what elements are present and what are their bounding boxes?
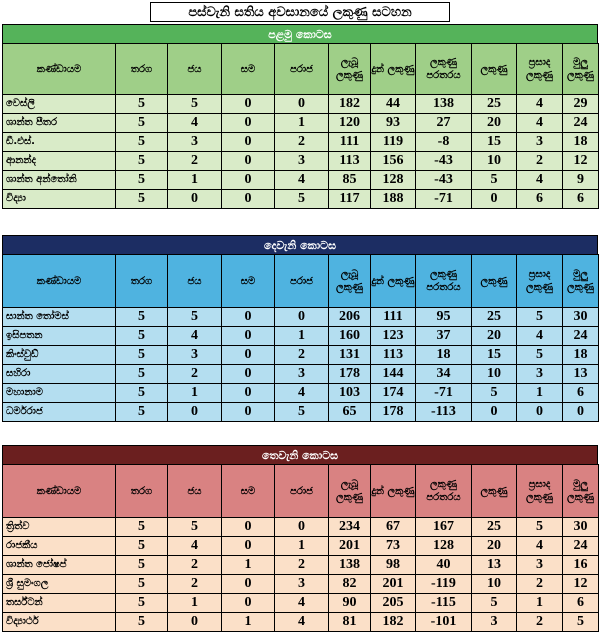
cell-team: කිංස්වුඩ් [3, 346, 116, 365]
cell-points: 20 [472, 327, 517, 346]
column-header-points-difference: ලකුණු පරතරය [416, 255, 472, 308]
cell-bonus-points: 5 [517, 346, 563, 365]
column-header-team: කණ්ඩායම [3, 465, 116, 518]
table-row [3, 613, 599, 632]
column-header-points-against: දුන් ලකුණු [371, 44, 416, 95]
cell-total-points: 9 [563, 171, 599, 190]
cell-bonus-points: 5 [517, 308, 563, 327]
cell-bonus-points: 2 [517, 613, 563, 632]
cell-points-difference: 34 [416, 365, 472, 384]
cell-wins: 1 [168, 171, 222, 190]
column-header-draws: සම [222, 465, 275, 518]
cell-total-points: 24 [563, 327, 599, 346]
cell-team: තර්ස්ටන් [3, 594, 116, 613]
cell-team: රාජකීය [3, 537, 116, 556]
cell-wins: 1 [168, 384, 222, 403]
cell-total-points: 0 [563, 403, 599, 422]
column-header-team: කණ්ඩායම [3, 44, 116, 95]
column-header-draws: සම [222, 255, 275, 308]
cell-wins: 5 [168, 308, 222, 327]
header-row [3, 465, 599, 518]
column-header-points-for: ලැබූ ලකුණු [329, 44, 371, 95]
cell-bonus-points: 4 [517, 327, 563, 346]
column-header-wins: ජය [168, 465, 222, 518]
cell-wins: 0 [168, 613, 222, 632]
column-header-points: ලකුණු [472, 255, 517, 308]
cell-team: ශාන්ත පීතර [3, 114, 116, 133]
table-row [3, 537, 599, 556]
cell-draws: 0 [222, 594, 275, 613]
group-title: පළමු කොටස [2, 24, 598, 43]
cell-losses: 3 [275, 365, 329, 384]
table-row [3, 327, 599, 346]
cell-points-against: 98 [371, 556, 416, 575]
cell-wins: 2 [168, 365, 222, 384]
cell-wins: 3 [168, 346, 222, 365]
cell-team: සහිරා [3, 365, 116, 384]
cell-matches: 5 [116, 327, 168, 346]
cell-points-for: 90 [329, 594, 371, 613]
column-header-points-against: දුන් ලකුණු [371, 465, 416, 518]
column-header-wins: ජය [168, 44, 222, 95]
cell-matches: 5 [116, 133, 168, 152]
cell-points: 3 [472, 613, 517, 632]
cell-draws: 1 [222, 556, 275, 575]
column-header-points: ලකුණු [472, 44, 517, 95]
cell-matches: 5 [116, 308, 168, 327]
column-header-points-against: දුන් ලකුණු [371, 255, 416, 308]
cell-points-for: 160 [329, 327, 371, 346]
cell-points-against: 178 [371, 403, 416, 422]
column-header-losses: පරාජ [275, 465, 329, 518]
cell-bonus-points: 4 [517, 114, 563, 133]
cell-losses: 0 [275, 95, 329, 114]
cell-matches: 5 [116, 114, 168, 133]
cell-points-difference: 40 [416, 556, 472, 575]
column-header-total-points: මුලු ලකුණු [563, 465, 599, 518]
table-row [3, 190, 599, 209]
cell-points-for: 65 [329, 403, 371, 422]
table-row [3, 346, 599, 365]
cell-draws: 0 [222, 365, 275, 384]
cell-wins: 1 [168, 594, 222, 613]
cell-bonus-points: 3 [517, 133, 563, 152]
column-header-points-difference: ලකුණු පරතරය [416, 44, 472, 95]
column-header-matches: තරග [116, 465, 168, 518]
cell-points-for: 206 [329, 308, 371, 327]
cell-bonus-points: 4 [517, 95, 563, 114]
cell-points-difference: -8 [416, 133, 472, 152]
cell-bonus-points: 1 [517, 384, 563, 403]
cell-points-difference: -119 [416, 575, 472, 594]
cell-points: 15 [472, 346, 517, 365]
cell-draws: 0 [222, 133, 275, 152]
cell-points: 13 [472, 556, 517, 575]
cell-points-difference: -71 [416, 190, 472, 209]
cell-team: ශාන්ත ජෝෂප් [3, 556, 116, 575]
cell-matches: 5 [116, 613, 168, 632]
column-header-draws: සම [222, 44, 275, 95]
cell-draws: 0 [222, 403, 275, 422]
table-row [3, 594, 599, 613]
cell-points-against: 174 [371, 384, 416, 403]
cell-points-for: 178 [329, 365, 371, 384]
cell-points-for: 85 [329, 171, 371, 190]
cell-points-difference: -43 [416, 171, 472, 190]
cell-draws: 0 [222, 518, 275, 537]
cell-losses: 4 [275, 384, 329, 403]
cell-total-points: 30 [563, 308, 599, 327]
column-header-wins: ජය [168, 255, 222, 308]
cell-team: ඩී.එස්. [3, 133, 116, 152]
table-row [3, 133, 599, 152]
cell-points-against: 156 [371, 152, 416, 171]
cell-points-difference: -113 [416, 403, 472, 422]
cell-points-against: 182 [371, 613, 416, 632]
cell-points-against: 119 [371, 133, 416, 152]
cell-bonus-points: 2 [517, 152, 563, 171]
table-row [3, 114, 599, 133]
cell-team: ආනන්ද [3, 152, 116, 171]
column-header-losses: පරාජ [275, 44, 329, 95]
column-header-bonus-points: ප්‍රසාද ලකුණු [517, 465, 563, 518]
standings-table [2, 254, 599, 422]
cell-draws: 0 [222, 190, 275, 209]
column-header-bonus-points: ප්‍රසාද ලකුණු [517, 255, 563, 308]
column-header-losses: පරාජ [275, 255, 329, 308]
cell-matches: 5 [116, 594, 168, 613]
table-body [3, 518, 599, 632]
cell-total-points: 6 [563, 594, 599, 613]
cell-draws: 0 [222, 537, 275, 556]
cell-matches: 5 [116, 403, 168, 422]
cell-points: 25 [472, 518, 517, 537]
cell-team: සාන්ත තෝමස් [3, 308, 116, 327]
cell-points-difference: 167 [416, 518, 472, 537]
cell-points: 0 [472, 403, 517, 422]
cell-total-points: 30 [563, 518, 599, 537]
cell-points-against: 188 [371, 190, 416, 209]
table-row [3, 403, 599, 422]
table-body [3, 308, 599, 422]
cell-bonus-points: 3 [517, 556, 563, 575]
cell-points: 5 [472, 594, 517, 613]
cell-wins: 4 [168, 327, 222, 346]
cell-total-points: 6 [563, 384, 599, 403]
cell-points-difference: 128 [416, 537, 472, 556]
column-header-team: කණ්ඩායම [3, 255, 116, 308]
column-header-matches: තරග [116, 255, 168, 308]
cell-wins: 0 [168, 403, 222, 422]
cell-bonus-points: 0 [517, 403, 563, 422]
cell-points-against: 123 [371, 327, 416, 346]
cell-total-points: 29 [563, 95, 599, 114]
cell-points-difference: -71 [416, 384, 472, 403]
cell-points-difference: 18 [416, 346, 472, 365]
cell-draws: 0 [222, 152, 275, 171]
cell-points-difference: 27 [416, 114, 472, 133]
cell-team: විද්‍යාර්ථ [3, 613, 116, 632]
cell-points-for: 131 [329, 346, 371, 365]
cell-wins: 3 [168, 133, 222, 152]
cell-points-difference: 95 [416, 308, 472, 327]
column-header-points-for: ලැබූ ලකුණු [329, 465, 371, 518]
cell-wins: 5 [168, 518, 222, 537]
cell-bonus-points: 3 [517, 365, 563, 384]
cell-points: 5 [472, 171, 517, 190]
cell-total-points: 18 [563, 133, 599, 152]
cell-points-against: 205 [371, 594, 416, 613]
cell-points-against: 111 [371, 308, 416, 327]
group-2 [2, 235, 598, 422]
cell-total-points: 18 [563, 346, 599, 365]
cell-draws: 0 [222, 346, 275, 365]
table-row [3, 95, 599, 114]
cell-matches: 5 [116, 518, 168, 537]
cell-draws: 0 [222, 308, 275, 327]
cell-bonus-points: 5 [517, 518, 563, 537]
cell-bonus-points: 4 [517, 171, 563, 190]
cell-points-difference: -101 [416, 613, 472, 632]
header-row [3, 255, 599, 308]
cell-points-against: 201 [371, 575, 416, 594]
cell-points-against: 128 [371, 171, 416, 190]
cell-total-points: 12 [563, 575, 599, 594]
cell-points: 10 [472, 152, 517, 171]
group-3 [2, 445, 598, 632]
table-row [3, 152, 599, 171]
cell-wins: 5 [168, 95, 222, 114]
cell-points-for: 111 [329, 133, 371, 152]
column-header-points: ලකුණු [472, 465, 517, 518]
page-title: පස්වැනි සතිය අවසානයේ ලකුණු සටහන [150, 2, 450, 22]
cell-points: 0 [472, 190, 517, 209]
group-title: තෙවැනි කොටස [2, 445, 598, 464]
cell-matches: 5 [116, 365, 168, 384]
table-row [3, 171, 599, 190]
cell-points-for: 201 [329, 537, 371, 556]
cell-draws: 0 [222, 575, 275, 594]
cell-wins: 4 [168, 114, 222, 133]
cell-points-for: 117 [329, 190, 371, 209]
cell-losses: 2 [275, 133, 329, 152]
cell-bonus-points: 2 [517, 575, 563, 594]
cell-losses: 3 [275, 575, 329, 594]
column-header-total-points: මුලු ලකුණු [563, 255, 599, 308]
cell-points-for: 103 [329, 384, 371, 403]
cell-losses: 4 [275, 171, 329, 190]
cell-losses: 4 [275, 594, 329, 613]
cell-losses: 5 [275, 403, 329, 422]
cell-team: ශ්‍රී සුමංගල [3, 575, 116, 594]
cell-points-for: 113 [329, 152, 371, 171]
cell-matches: 5 [116, 537, 168, 556]
cell-bonus-points: 4 [517, 537, 563, 556]
cell-draws: 0 [222, 114, 275, 133]
cell-team: ධර්මරාජ [3, 403, 116, 422]
cell-losses: 2 [275, 556, 329, 575]
cell-losses: 1 [275, 537, 329, 556]
cell-wins: 4 [168, 537, 222, 556]
cell-points: 15 [472, 133, 517, 152]
cell-wins: 2 [168, 575, 222, 594]
cell-bonus-points: 1 [517, 594, 563, 613]
cell-points-for: 138 [329, 556, 371, 575]
cell-total-points: 24 [563, 537, 599, 556]
table-body [3, 95, 599, 209]
cell-points-against: 73 [371, 537, 416, 556]
cell-matches: 5 [116, 575, 168, 594]
cell-matches: 5 [116, 190, 168, 209]
cell-matches: 5 [116, 171, 168, 190]
standings-table [2, 43, 599, 209]
cell-total-points: 13 [563, 365, 599, 384]
column-header-points-for: ලැබූ ලකුණු [329, 255, 371, 308]
cell-points: 20 [472, 114, 517, 133]
cell-points: 25 [472, 308, 517, 327]
column-header-matches: තරග [116, 44, 168, 95]
cell-wins: 2 [168, 152, 222, 171]
cell-losses: 4 [275, 613, 329, 632]
cell-draws: 1 [222, 613, 275, 632]
cell-points-against: 113 [371, 346, 416, 365]
header-row [3, 44, 599, 95]
table-row [3, 518, 599, 537]
cell-matches: 5 [116, 384, 168, 403]
cell-draws: 0 [222, 327, 275, 346]
cell-points: 5 [472, 384, 517, 403]
cell-total-points: 5 [563, 613, 599, 632]
column-header-total-points: මුලු ලකුණු [563, 44, 599, 95]
cell-team: මහානාම [3, 384, 116, 403]
standings-table [2, 464, 599, 632]
cell-total-points: 24 [563, 114, 599, 133]
cell-points-difference: -43 [416, 152, 472, 171]
table-row [3, 384, 599, 403]
cell-points: 10 [472, 575, 517, 594]
cell-team: ත්‍රිත්ව [3, 518, 116, 537]
cell-points-for: 234 [329, 518, 371, 537]
cell-team: ඉසිපතන [3, 327, 116, 346]
cell-bonus-points: 6 [517, 190, 563, 209]
cell-matches: 5 [116, 152, 168, 171]
cell-matches: 5 [116, 95, 168, 114]
cell-points-against: 67 [371, 518, 416, 537]
cell-draws: 0 [222, 171, 275, 190]
cell-total-points: 16 [563, 556, 599, 575]
cell-losses: 2 [275, 346, 329, 365]
group-title: දෙවැනි කොටස [2, 235, 598, 254]
cell-losses: 0 [275, 308, 329, 327]
cell-points-for: 182 [329, 95, 371, 114]
column-header-points-difference: ලකුණු පරතරය [416, 465, 472, 518]
cell-losses: 3 [275, 152, 329, 171]
cell-team: විද්‍යා [3, 190, 116, 209]
group-1 [2, 24, 598, 209]
cell-points-against: 44 [371, 95, 416, 114]
column-header-bonus-points: ප්‍රසාද ලකුණු [517, 44, 563, 95]
cell-points: 10 [472, 365, 517, 384]
table-row [3, 556, 599, 575]
cell-points: 25 [472, 95, 517, 114]
cell-matches: 5 [116, 556, 168, 575]
cell-points-for: 120 [329, 114, 371, 133]
cell-wins: 0 [168, 190, 222, 209]
cell-points-difference: 37 [416, 327, 472, 346]
cell-draws: 0 [222, 384, 275, 403]
cell-losses: 5 [275, 190, 329, 209]
cell-losses: 1 [275, 327, 329, 346]
cell-points-against: 144 [371, 365, 416, 384]
cell-draws: 0 [222, 95, 275, 114]
cell-total-points: 12 [563, 152, 599, 171]
cell-team: ශාන්ත අන්තෝනි [3, 171, 116, 190]
cell-points-difference: -115 [416, 594, 472, 613]
cell-points-for: 81 [329, 613, 371, 632]
table-row [3, 308, 599, 327]
cell-wins: 2 [168, 556, 222, 575]
cell-points-for: 82 [329, 575, 371, 594]
cell-team: වෙස්ලි [3, 95, 116, 114]
cell-total-points: 6 [563, 190, 599, 209]
cell-losses: 0 [275, 518, 329, 537]
cell-matches: 5 [116, 346, 168, 365]
cell-losses: 1 [275, 114, 329, 133]
cell-points-against: 93 [371, 114, 416, 133]
cell-points-difference: 138 [416, 95, 472, 114]
table-row [3, 365, 599, 384]
table-row [3, 575, 599, 594]
cell-points: 20 [472, 537, 517, 556]
